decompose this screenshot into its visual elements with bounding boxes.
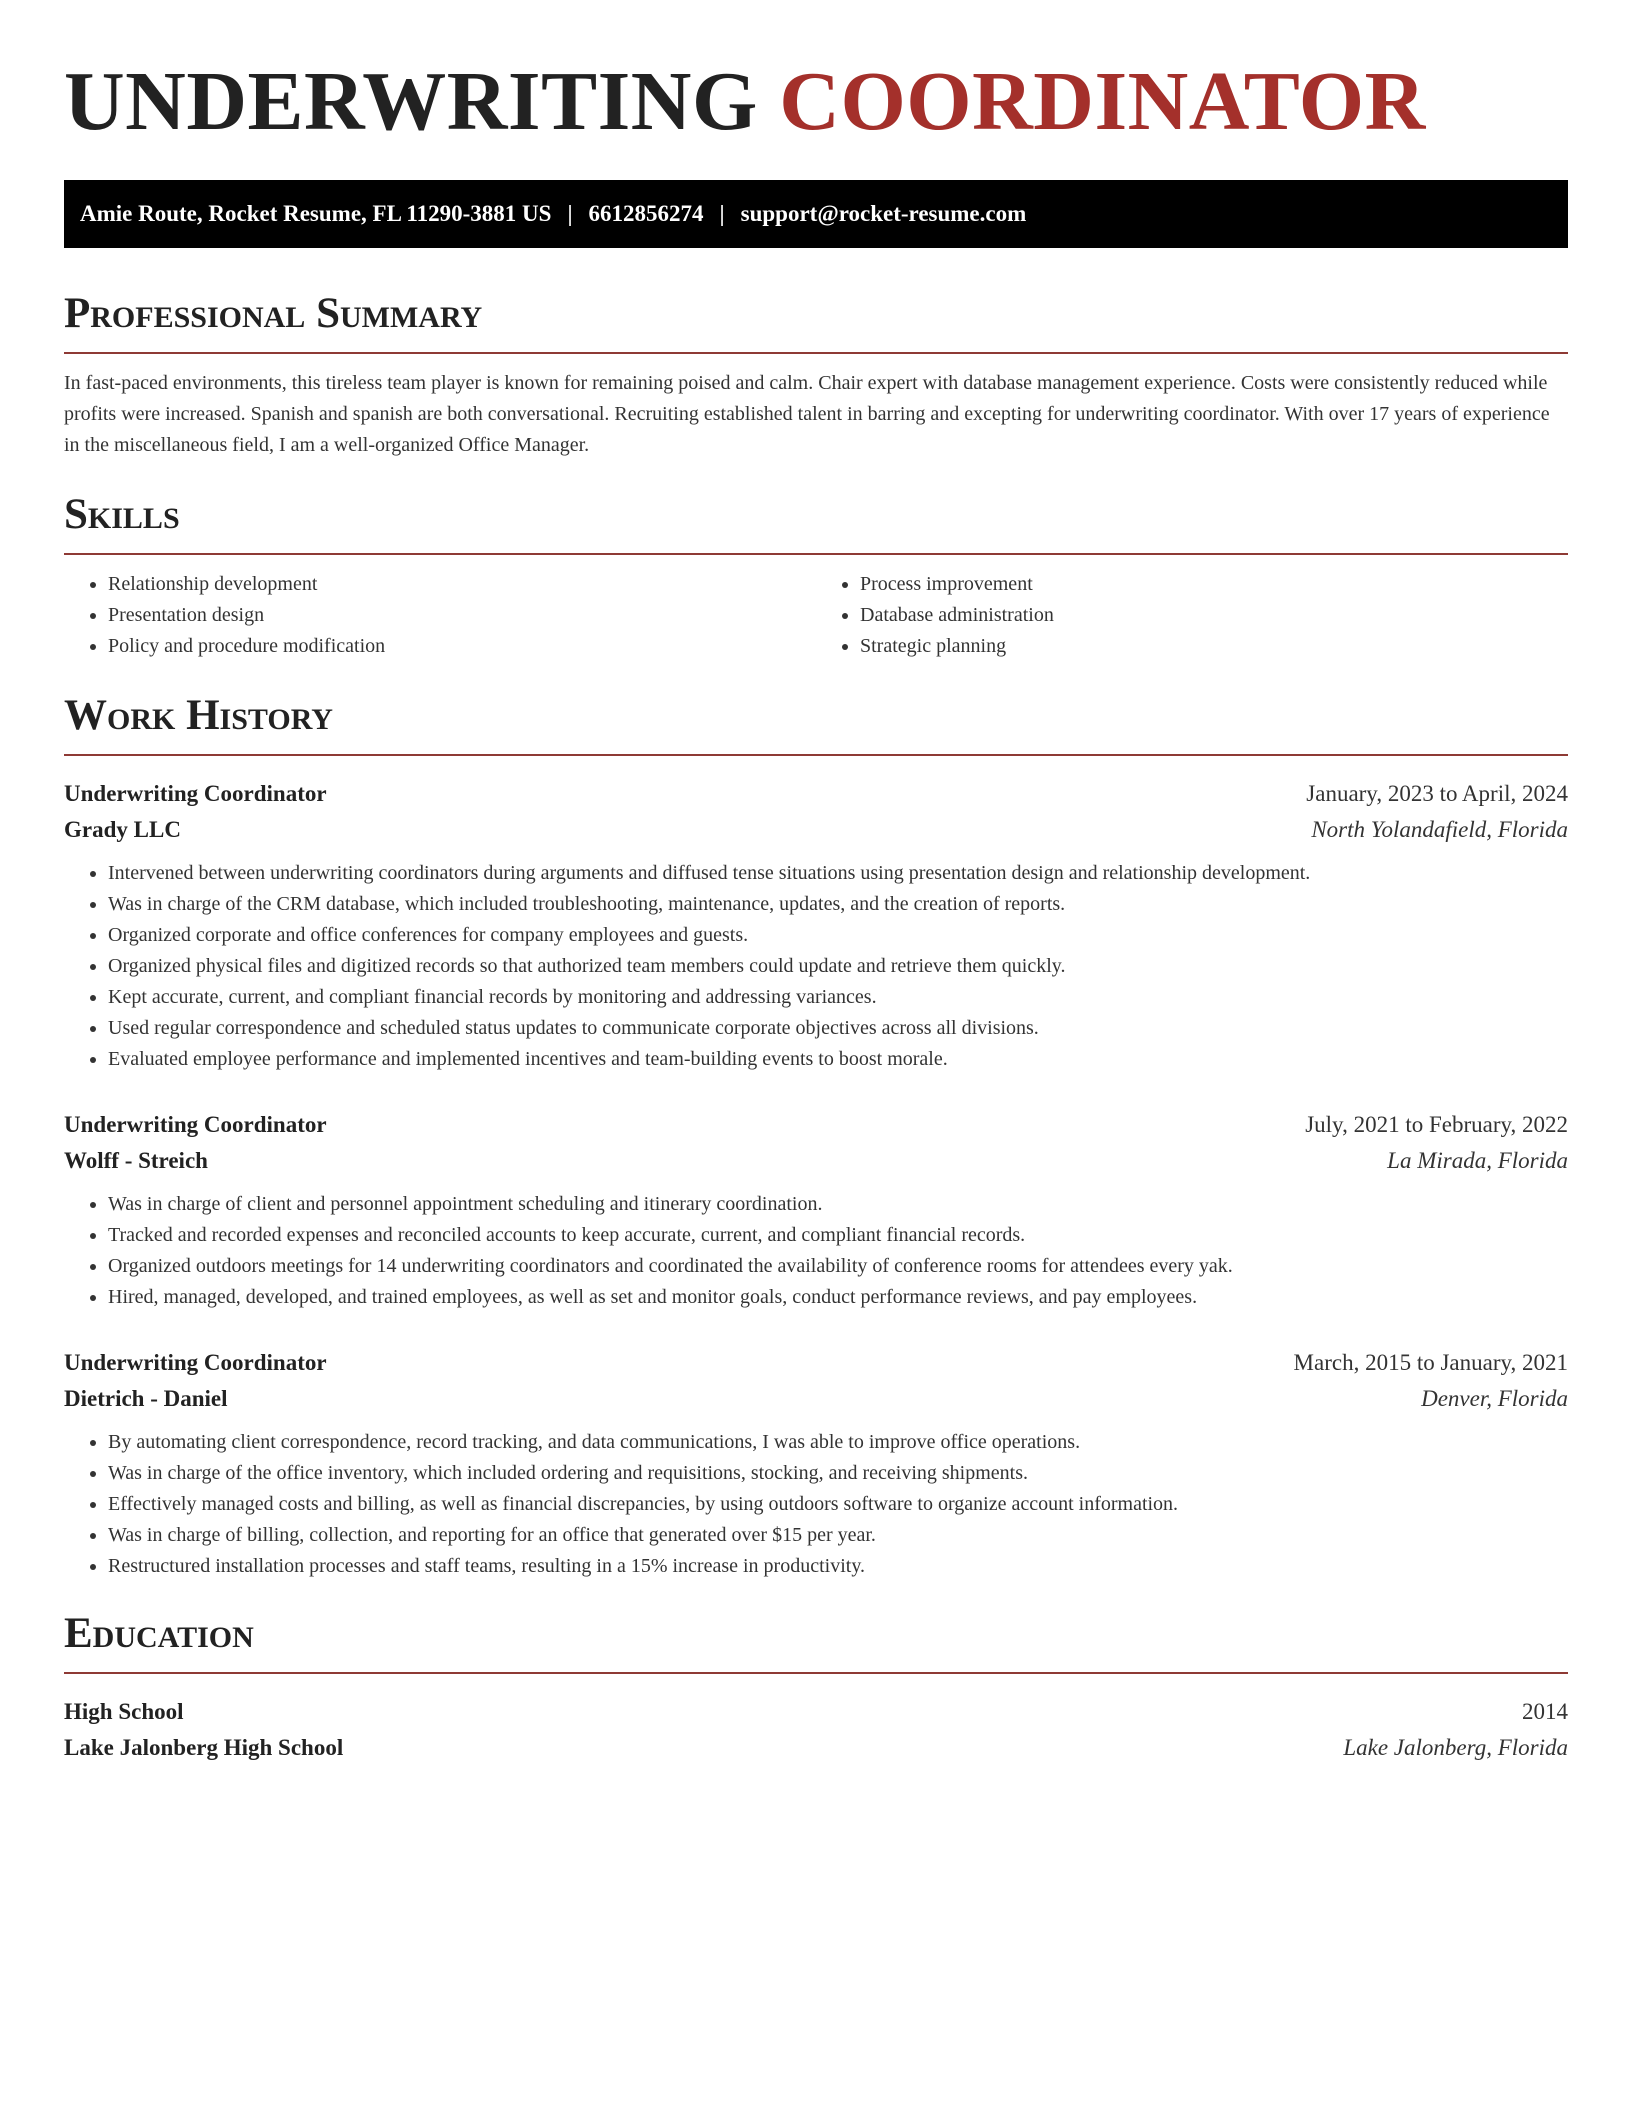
skill-item: • Presentation design [108,600,816,631]
education-header-row [64,1694,1568,1730]
education-section [64,1608,1568,1766]
job-location: Denver, Florida [1421,1386,1568,1411]
job-company-row [64,1381,1568,1417]
contact-email: support@rocket-resume.com [740,201,1027,226]
summary-section [64,288,1568,461]
education-heading: Education [64,1608,1568,1674]
job-bullets [64,1427,1568,1582]
job-company: Dietrich - Daniel [64,1386,228,1411]
job-bullets [64,858,1568,1075]
education-degree: High School [64,1699,184,1724]
skill-item: • Relationship development [108,569,816,600]
job-title: Underwriting Coordinator [64,781,327,806]
job-bullet: • Organized outdoors meetings for 14 underwriting coordinators and coordinated the availability of conference rooms for attendees every yak. [108,1251,1568,1282]
job-location: La Mirada, Florida [1387,1148,1568,1173]
contact-address: Amie Route, Rocket Resume, FL 11290-3881 US [80,201,552,226]
job-company: Wolff - Streich [64,1148,208,1173]
title-accent-text: COORDINATOR [779,55,1426,148]
job-header-row [64,1107,1568,1143]
skill-item: • Database administration [860,600,1568,631]
summary-text: In fast-paced environments, this tireless team player is known for remaining poised and calm. Chair expert with database management experience. Costs were consistently reduced while profits were increased. Spanish and spanish are both conversational. Recruiting established talent in barring and excepting for underwriting coordinator. With over 17 years of experience in the miscellaneous field, I am a well-organized Office Manager. [64,372,1550,456]
job-bullet: • Was in charge of billing, collection, and reporting for an office that generated over $15 per year. [108,1520,1568,1551]
job-bullet: • Kept accurate, current, and compliant financial records by monitoring and addressing variances. [108,982,1568,1013]
contact-phone: 6612856274 [588,201,704,226]
education-school: Lake Jalonberg High School [64,1735,344,1760]
education-year: 2014 [1522,1699,1568,1724]
skill-item: • Process improvement [860,569,1568,600]
skills-column-left [64,569,816,662]
skills-section [64,489,1568,662]
job-bullet: • Effectively managed costs and billing, as well as financial discrepancies, by using outdoors software to organize account information. [108,1489,1568,1520]
job-entry [64,1107,1568,1313]
job-header-row [64,1345,1568,1381]
job-header-row [64,776,1568,812]
job-bullet: • Used regular correspondence and scheduled status updates to communicate corporate objectives across all divisions. [108,1013,1568,1044]
job-bullet: • Evaluated employee performance and implemented incentives and team-building events to boost morale. [108,1044,1568,1075]
job-company-row [64,1143,1568,1179]
job-company-row [64,812,1568,848]
job-title: Underwriting Coordinator [64,1112,327,1137]
work-history-section [64,690,1568,1582]
education-entry [64,1694,1568,1766]
contact-separator: | [719,201,725,226]
job-bullet: • Was in charge of the CRM database, which included troubleshooting, maintenance, updates, and the creation of reports. [108,889,1568,920]
job-bullet: • Was in charge of client and personnel appointment scheduling and itinerary coordination. [108,1189,1568,1220]
job-bullets [64,1189,1568,1313]
skills-heading: Skills [64,489,1568,555]
education-location: Lake Jalonberg, Florida [1343,1735,1568,1760]
contact-bar [64,180,1568,248]
job-entry [64,1345,1568,1582]
summary-heading: Professional Summary [64,288,1568,354]
job-dates: July, 2021 to February, 2022 [1305,1112,1568,1137]
job-dates: January, 2023 to April, 2024 [1306,781,1568,806]
job-company: Grady LLC [64,817,181,842]
job-bullet: • Restructured installation processes and staff teams, resulting in a 15% increase in productivity. [108,1551,1568,1582]
job-dates: March, 2015 to January, 2021 [1293,1350,1568,1375]
job-entry [64,776,1568,1075]
skills-grid [64,569,1568,662]
job-location: North Yolandafield, Florida [1311,817,1568,842]
education-school-row [64,1730,1568,1766]
skills-column-right [816,569,1568,662]
job-bullet: • Tracked and recorded expenses and reconciled accounts to keep accurate, current, and compliant financial records. [108,1220,1568,1251]
skill-item: • Policy and procedure modification [108,631,816,662]
job-bullet: • Was in charge of the office inventory, which included ordering and requisitions, stocking, and receiving shipments. [108,1458,1568,1489]
job-bullet: • By automating client correspondence, record tracking, and data communications, I was able to improve office operations. [108,1427,1568,1458]
job-bullet: • Organized physical files and digitized records so that authorized team members could update and retrieve them quickly. [108,951,1568,982]
contact-separator: | [567,201,573,226]
title-role-text: UNDERWRITING [64,55,758,148]
job-title: Underwriting Coordinator [64,1350,327,1375]
job-bullet: • Intervened between underwriting coordinators during arguments and diffused tense situations using presentation design and relationship development. [108,858,1568,889]
job-bullet: • Organized corporate and office conferences for company employees and guests. [108,920,1568,951]
work-history-heading: Work History [64,690,1568,756]
skill-item: • Strategic planning [860,631,1568,662]
resume-title [64,52,1568,152]
job-bullet: • Hired, managed, developed, and trained employees, as well as set and monitor goals, conduct performance reviews, and pay employees. [108,1282,1568,1313]
